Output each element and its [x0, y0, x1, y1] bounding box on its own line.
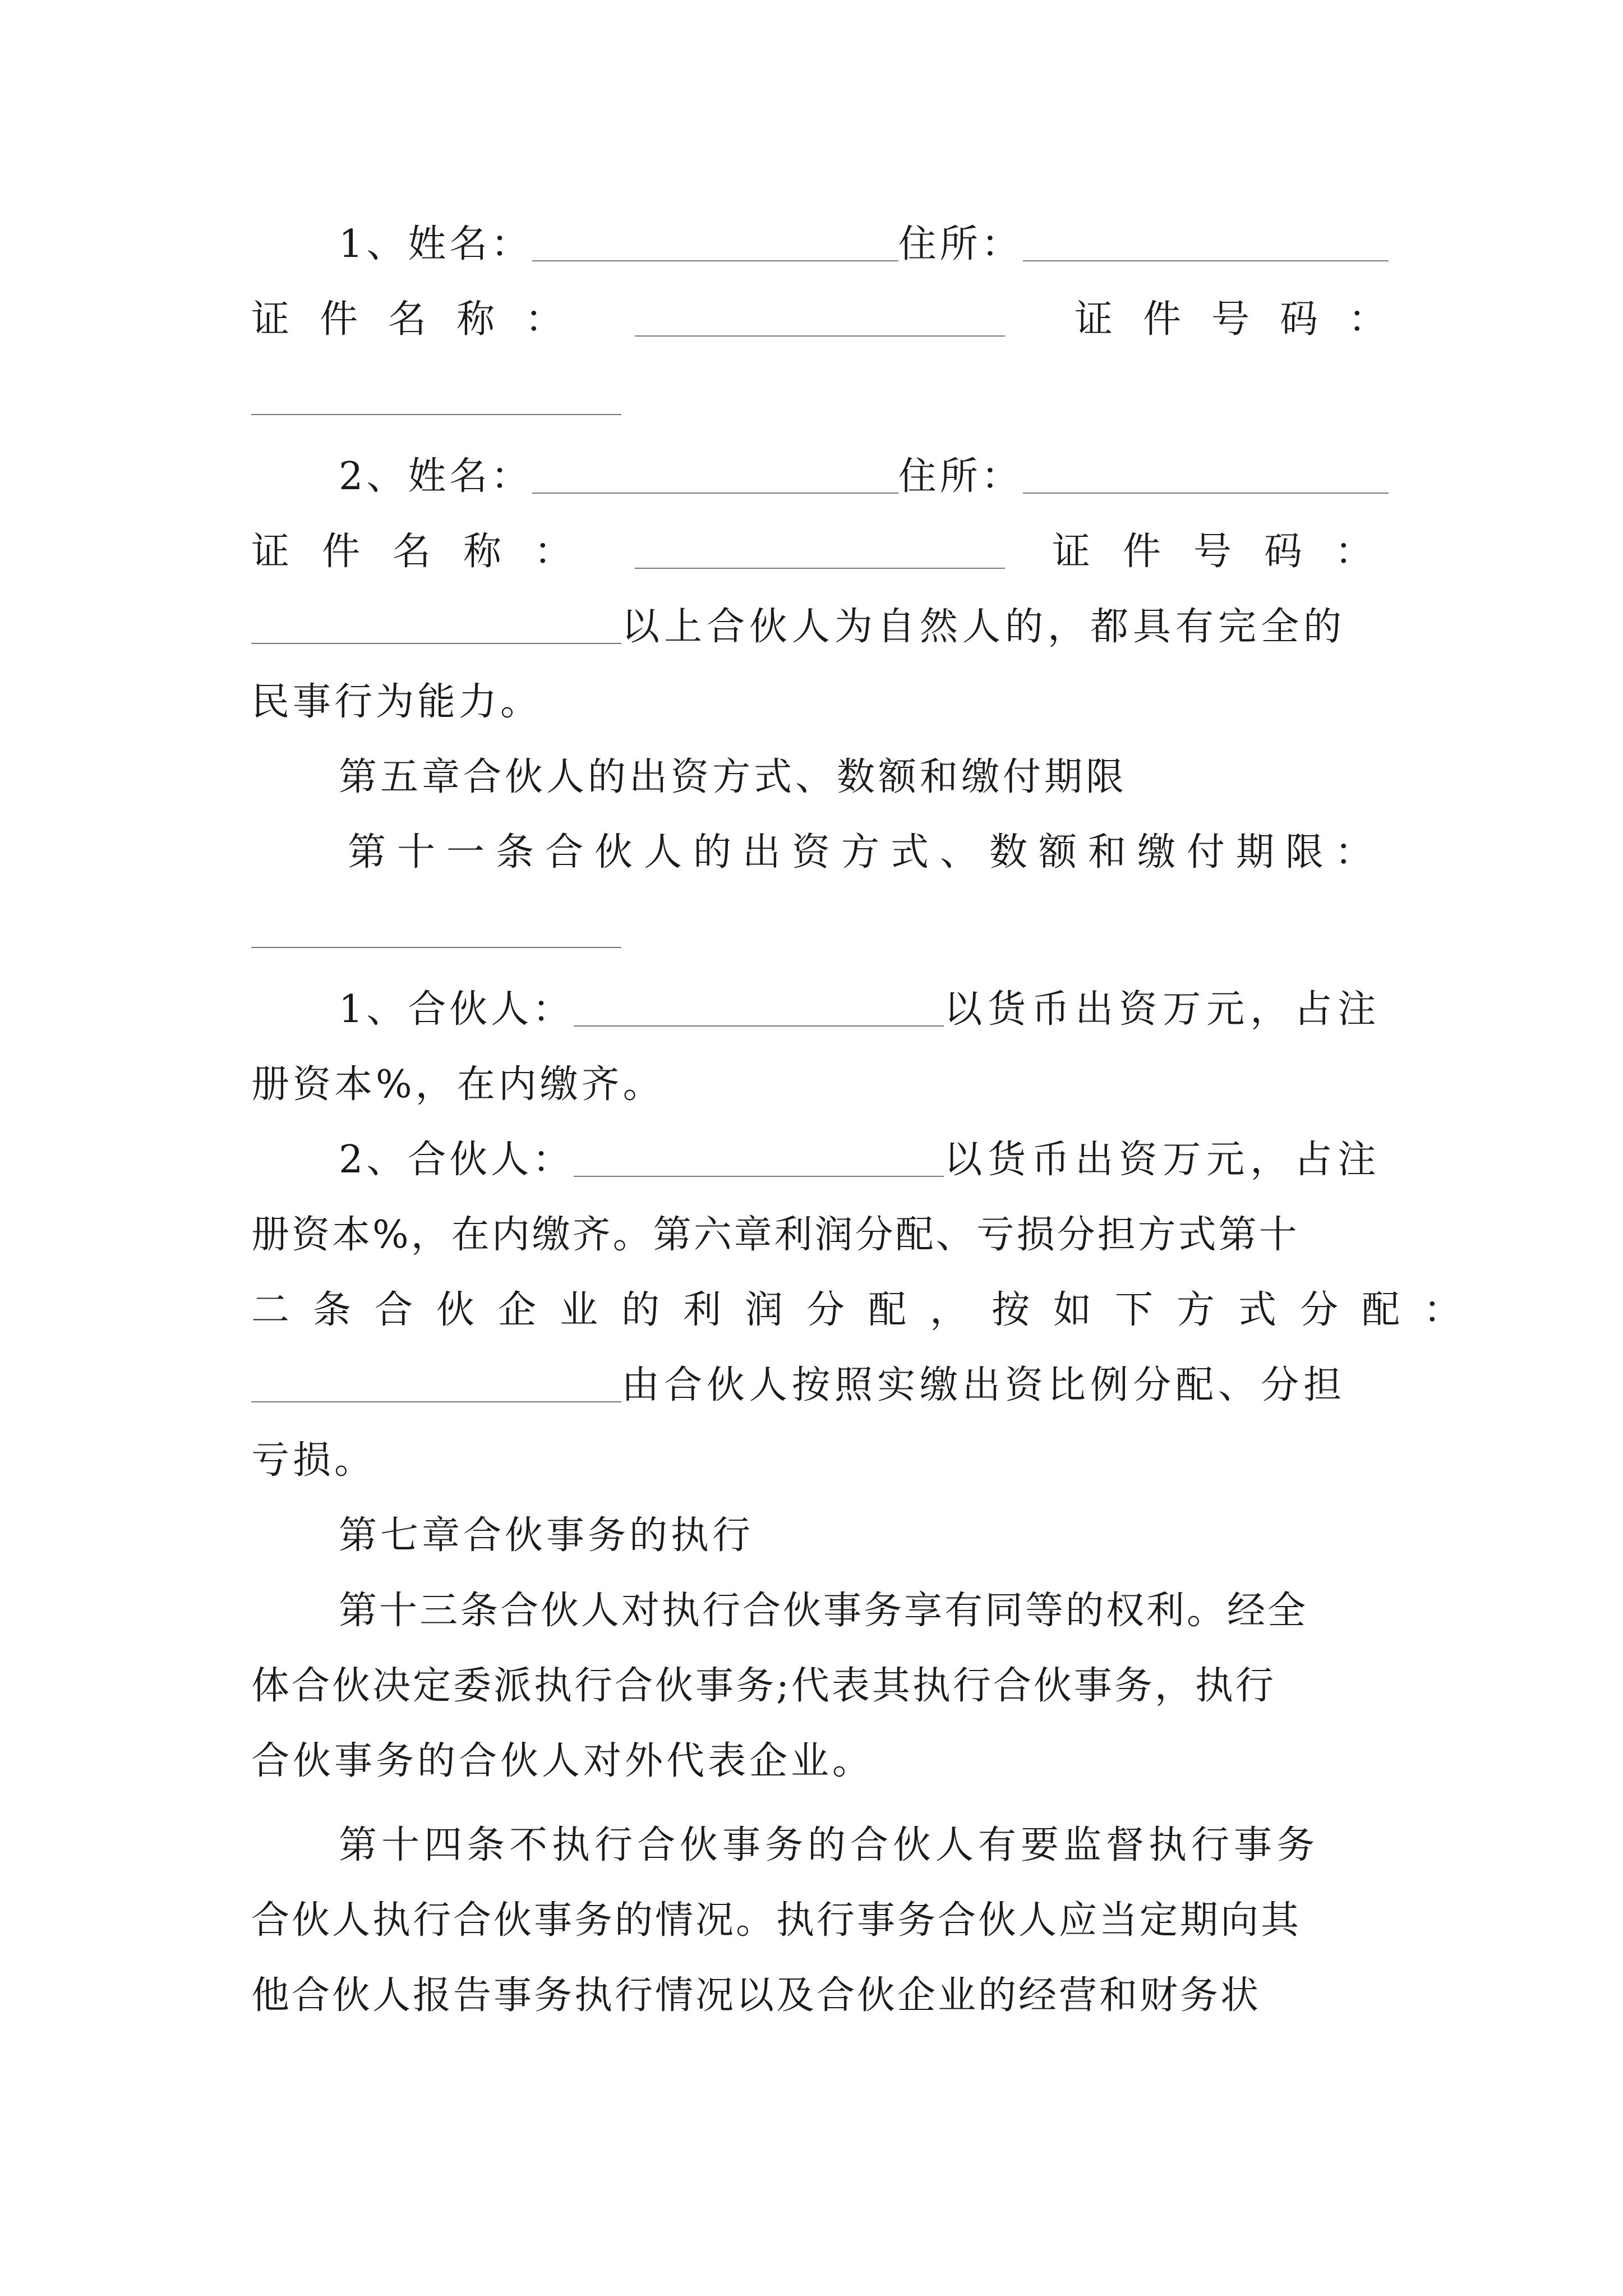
contribution2-text: 以货币出资万元，占注 [944, 1138, 1382, 1182]
article13-line2: 体合伙决定委派执行合伙事务;代表其执行合伙事务，执行 [251, 1664, 1276, 1708]
article13-line1: 第十三条合伙人对执行合伙事务享有同等的权利。经全 [339, 1589, 1308, 1633]
profit-line2: 亏损。 [251, 1438, 376, 1483]
partner2-name-label: 2、姓名： [339, 454, 533, 499]
contribution1-line [339, 982, 1389, 1038]
contribution1-blank[interactable] [574, 993, 944, 1027]
article11-blank[interactable] [251, 947, 621, 948]
partner1-id-name-blank[interactable] [635, 303, 1005, 337]
partner1-id-line [251, 292, 1417, 348]
contribution1-line2: 册资本%，在内缴齐。 [251, 1062, 665, 1107]
article14-line3: 他合伙人报告事务执行情况以及合伙企业的经营和财务状 [251, 1973, 1261, 2018]
article13-line3: 合伙事务的合伙人对外代表企业。 [251, 1739, 874, 1783]
partner1-id-name-label [251, 292, 594, 348]
capacity-text: 以上合伙人为自然人的，都具有完全的 [621, 605, 1347, 649]
partner2-id-name-blank[interactable] [635, 535, 1005, 569]
partner2-name-blank[interactable] [532, 460, 898, 494]
article14-line1: 第十四条不执行合伙事务的合伙人有要监督执行事务 [339, 1823, 1320, 1867]
partner2-address-label: 住所： [898, 454, 1023, 499]
article11-heading: 第十一条合伙人的出资方式、数额和缴付期限： [348, 830, 1385, 875]
profit-text: 由合伙人按照实缴出资比例分配、分担 [621, 1363, 1347, 1407]
partner2-address-blank[interactable] [1023, 460, 1389, 494]
partner2-id-no-label: 证件号码： [1052, 530, 1406, 574]
contribution2-label: 2、合伙人： [339, 1138, 574, 1182]
capacity-line [251, 599, 1389, 655]
contribution2-blank[interactable] [574, 1143, 944, 1177]
partner1-name-line [339, 217, 1389, 273]
partner1-name-label: 1、姓名： [339, 222, 533, 266]
contribution1-label: 1、合伙人： [339, 987, 574, 1032]
partner2-id-no-blank[interactable] [251, 610, 621, 644]
chapter5-title: 第五章合伙人的出资方式、数额和缴付期限 [339, 755, 1128, 799]
partner2-name-line [339, 449, 1389, 505]
partner1-name-blank[interactable] [532, 228, 898, 261]
partner1-id-no-blank[interactable] [251, 414, 621, 415]
chapter7-title: 第七章合伙事务的执行 [339, 1513, 754, 1558]
capacity-line2: 民事行为能力。 [251, 680, 542, 724]
profit-line [251, 1358, 1389, 1414]
partner2-id-line [251, 524, 1406, 580]
profit-blank[interactable] [251, 1369, 621, 1402]
partner1-address-blank[interactable] [1023, 228, 1389, 261]
partner1-address-label: 住所： [898, 222, 1023, 266]
contribution2-line2: 册资本%，在内缴齐。第六章利润分配、亏损分担方式第十 [251, 1213, 1299, 1257]
partner2-id-name-label: 证件名称： [251, 530, 605, 574]
partner1-id-no-label: 证件号码： [1075, 297, 1417, 342]
article14-line2: 合伙人执行合伙事务的情况。执行事务合伙人应当定期向其 [251, 1898, 1302, 1943]
partner1-id-name-text: 证件名称： [251, 297, 594, 342]
contribution1-text: 以货币出资万元，占注 [944, 987, 1382, 1032]
article12-line: 二条合伙企业的利润分配，按如下方式分配： [251, 1288, 1486, 1332]
contribution2-line [339, 1132, 1389, 1188]
